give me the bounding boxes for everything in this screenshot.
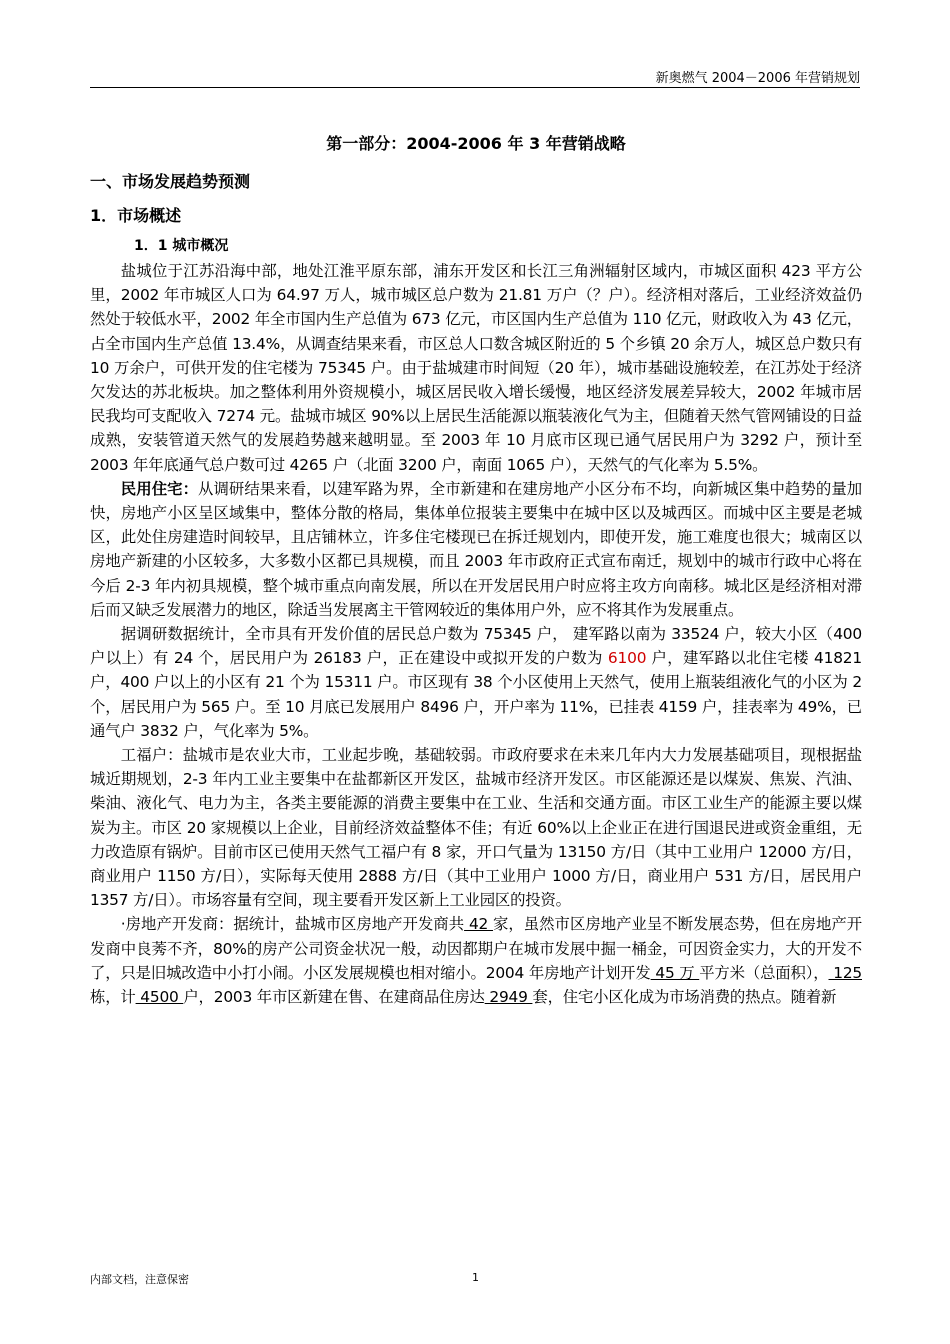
underlined-value: 42 [464, 915, 494, 934]
footer-confidential-note: 内部文档，注意保密 [90, 1273, 189, 1286]
paragraph-survey-stats [90, 622, 862, 743]
developers-text-e: 户，2003 年市区新建在售、在建商品住房达 [183, 988, 485, 1007]
developers-text-f: 套，住宅小区化成为市场消费的热点。随着新 [532, 988, 837, 1007]
paragraph-industrial-commercial: 工福户：盐城市是农业大市，工业起步晚，基础较弱。市政府要求在未来几年内大力发展基础项目，现根据盐城近期规划，2-3 年内工业主要集中在盐都新区开发区，盐城市经济开发区。市区能源还是以煤炭、焦炭、汽油、柴油、液化气、电力为主，各类主要能源的消费主要集中在工业、生活和交通方面。市区工业生产的能源主要以煤炭为主。市区 20 家规模以上企业，目前经济效益整体不佳；有近 60%以上企业正在进行国退民进或资金重组，无力改造原有锅炉。目前市区已使用天然气工福户有 8 家，开口气量为 13150 方/日（其中工业用户 12000 方/日，商业用户 1150 方/日），实际每天使用 2888 方/日（其中工业用户 1000 方/日，商业用户 531 方/日，居民用户 1357 方/日）。市场容量有空间，现主要看开发区新上工业园区的投资。 [90, 746, 862, 910]
underlined-value: 45 万 [650, 963, 700, 982]
page-number: 1 [472, 1271, 479, 1284]
developers-text-b: 家，虽然市区房地产业呈不断发展态势，但在房地产开发商中良莠不齐，80%的房产公司资金状况一般，动因都期户在城市发展中掘一桶金，可因资金实力，大的开发不了，只是旧城改造中小打小闹。小区发展规模也相对缩小。2004 年房地产计划开发 [90, 915, 862, 982]
header-divider [90, 87, 860, 88]
part-title: 第一部分：2004-2006 年 3 年营销战略 [326, 134, 626, 153]
subsection-heading: 1．市场概述 [90, 206, 182, 225]
page-header-title: 新奥燃气 2004－2006 年营销规划 [655, 71, 860, 86]
underlined-value: 4500 [135, 988, 184, 1007]
paragraph-city-overview: 盐城位于江苏沿海中部，地处江淮平原东部，浦东开发区和长江三角洲辐射区域内，市城区面积 423 平方公里，2002 年市城区人口为 64.97 万人，城市城区总户数为 21.81 万户（？户）。经济相对落后，工业经济效益仍然处于较低水平，2002 年全市国内生产总值为 673 亿元，市区国内生产总值为 110 亿元，财政收入为 43 亿元，占全市国内生产总值 13.4%，从调查结果来看，市区总人口数含城区附近的 5 个乡镇 20 余万人，城区总户数只有 10 万余户，可供开发的住宅楼为 75345 户。由于盐城建市时间短（20 年），城市基础设施较差，在江苏处于经济欠发达的苏北板块。加之整体利用外资规模小，城区居民收入增长缓慢，地区经济发展差异较大，2002 年城市居民我均可支配收入 7274 元。盐城市城区 90%以上居民生活能源以瓶装液化气为主，但随着天然气管网铺设的日益成熟，安装管道天然气的发展趋势越来越明显。至 2003 年 10 月底市区现已通气居民用户为 3292 户，预计至 2003 年年底通气总户数可过 4265 户（北面 3200 户，南面 1065 户），天然气的气化率为 5.5%。 [90, 262, 862, 474]
developers-text-c: 平方米（总面积）， [699, 963, 829, 982]
survey-text-b: 户，建军路以北住宅楼 41821 户，400 户以上的小区有 21 个为 15311 户。市区现有 38 个小区使用上天然气，使用上瓶装组液化气的小区为 2 个，居民用户为 565 户。至 10 月底已发展用户 8496 户，开户率为 11%，已挂表 4159 户，挂表率为 49%，已通气户 3832 户，气化率为 5%。 [90, 649, 862, 740]
residential-label: 民用住宅： [120, 479, 199, 498]
residential-text: 从调研结果来看，以建军路为界，全市新建和在建房地产小区分布不均，向新城区集中趋势的量加快，房地产小区呈区域集中，整体分散的格局，集体单位报装主要集中在城中区以及城西区。而城中区主要是老城区，此处住房建造时间较早，且店铺林立，许多住宅楼现已在拆迁规划内，即使开发，施工难度也很大；城南区以房地产新建的小区较多，大多数小区都已具规模，而且 2003 年市政府正式宣布南迁，规划中的城市行政中心将在今后 2-3 年内初具规模，整个城市重点向南发展，所以在开发居民用户时应将主攻方向南移。城北区是经济相对滞后而又缺乏发展潜力的地区，除适当发展离主干管网较近的集体用户外，应不将其作为发展重点。 [90, 479, 862, 619]
survey-text-a: 据调研数据统计，全市具有开发价值的居民总户数为 75345 户， 建军路以南为 33524 户，较大小区（400 户以上）有 24 个，居民用户为 26183 户，正在建设中或拟开发的户数为 [90, 625, 862, 668]
developers-text-d: 栋，计 [90, 988, 136, 1007]
document-body [90, 133, 862, 1009]
sub-subsection-heading: 1．1 城市概况 [134, 238, 229, 254]
underlined-value: 125 [828, 963, 862, 982]
developers-text-a: ·房地产开发商：据统计，盐城市区房地产开发商共 [120, 915, 465, 934]
section-heading: 一、市场发展趋势预测 [90, 172, 251, 191]
paragraph-developers [90, 912, 862, 1009]
underlined-value: 2949 [484, 988, 533, 1007]
highlighted-number: 6100 [607, 649, 647, 668]
paragraph-residential [90, 477, 862, 622]
